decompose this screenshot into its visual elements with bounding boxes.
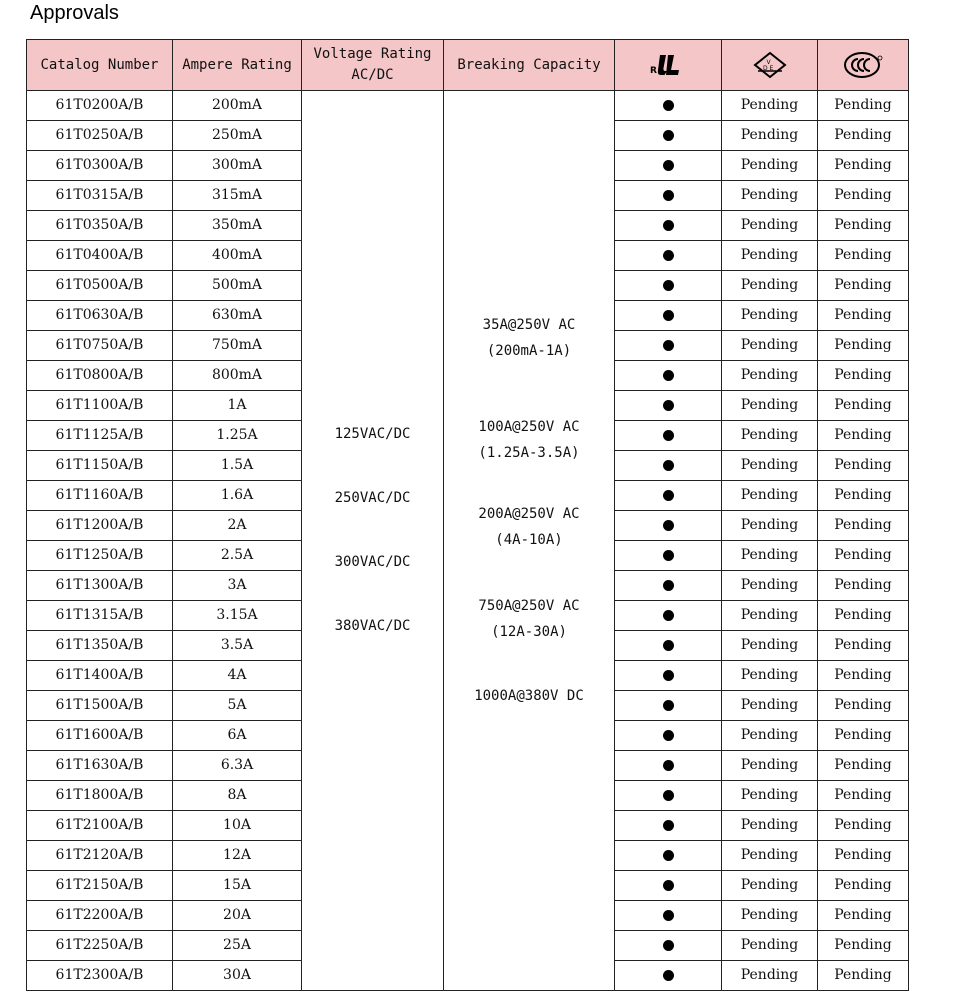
breaking-capacity-value: 1000A@380V DC bbox=[474, 688, 584, 704]
ul-approval-cell bbox=[615, 181, 722, 211]
approved-dot-icon bbox=[663, 400, 674, 411]
ampere-rating-cell: 6.3A bbox=[173, 751, 302, 781]
catalog-number-cell: 61T0315A/B bbox=[27, 181, 173, 211]
svg-text:R: R bbox=[650, 66, 657, 76]
ccc-status-cell: Pending bbox=[818, 421, 909, 451]
approved-dot-icon bbox=[663, 550, 674, 561]
approved-dot-icon bbox=[663, 280, 674, 291]
catalog-number-cell: 61T2150A/B bbox=[27, 871, 173, 901]
catalog-number-cell: 61T2250A/B bbox=[27, 931, 173, 961]
vde-status-cell: Pending bbox=[722, 631, 818, 661]
ampere-rating-cell: 3.5A bbox=[173, 631, 302, 661]
ampere-rating-cell: 500mA bbox=[173, 271, 302, 301]
approved-dot-icon bbox=[663, 940, 674, 951]
vde-status-cell: Pending bbox=[722, 931, 818, 961]
ampere-rating-cell: 1.5A bbox=[173, 451, 302, 481]
ccc-status-cell: Pending bbox=[818, 391, 909, 421]
ccc-status-cell: Pending bbox=[818, 451, 909, 481]
voltage-rating-value: 300VAC/DC bbox=[334, 554, 411, 570]
catalog-number-cell: 61T1160A/B bbox=[27, 481, 173, 511]
vde-status-cell: Pending bbox=[722, 571, 818, 601]
catalog-number-cell: 61T2300A/B bbox=[27, 961, 173, 991]
ampere-rating-cell: 3A bbox=[173, 571, 302, 601]
ampere-rating-cell: 315mA bbox=[173, 181, 302, 211]
ul-approval-cell bbox=[615, 631, 722, 661]
ccc-status-cell: Pending bbox=[818, 811, 909, 841]
ccc-status-cell: Pending bbox=[818, 901, 909, 931]
ccc-status-cell: Pending bbox=[818, 751, 909, 781]
catalog-number-cell: 61T0300A/B bbox=[27, 151, 173, 181]
catalog-number-cell: 61T1630A/B bbox=[27, 751, 173, 781]
ampere-rating-cell: 630mA bbox=[173, 301, 302, 331]
approved-dot-icon bbox=[663, 640, 674, 651]
svg-text:D E: D E bbox=[762, 65, 773, 72]
ampere-rating-cell: 300mA bbox=[173, 151, 302, 181]
ampere-rating-cell: 800mA bbox=[173, 361, 302, 391]
vde-status-cell: Pending bbox=[722, 241, 818, 271]
ul-approval-cell bbox=[615, 361, 722, 391]
ul-approval-cell bbox=[615, 901, 722, 931]
ampere-rating-cell: 30A bbox=[173, 961, 302, 991]
ccc-status-cell: Pending bbox=[818, 271, 909, 301]
catalog-number-cell: 61T1350A/B bbox=[27, 631, 173, 661]
ccc-status-cell: Pending bbox=[818, 871, 909, 901]
approved-dot-icon bbox=[663, 250, 674, 261]
catalog-number-cell: 61T1315A/B bbox=[27, 601, 173, 631]
vde-status-cell: Pending bbox=[722, 331, 818, 361]
ul-approval-cell bbox=[615, 271, 722, 301]
voltage-rating-cell bbox=[302, 91, 444, 991]
vde-status-cell: Pending bbox=[722, 691, 818, 721]
ampere-rating-cell: 2A bbox=[173, 511, 302, 541]
breaking-capacity-cell bbox=[444, 91, 615, 991]
catalog-number-cell: 61T1200A/B bbox=[27, 511, 173, 541]
ul-approval-cell bbox=[615, 511, 722, 541]
ampere-rating-cell: 400mA bbox=[173, 241, 302, 271]
table-row bbox=[27, 91, 909, 121]
ccc-status-cell: Pending bbox=[818, 541, 909, 571]
approved-dot-icon bbox=[663, 340, 674, 351]
approved-dot-icon bbox=[663, 460, 674, 471]
ampere-rating-cell: 2.5A bbox=[173, 541, 302, 571]
ul-approval-cell bbox=[615, 421, 722, 451]
vde-status-cell: Pending bbox=[722, 511, 818, 541]
vde-status-cell: Pending bbox=[722, 841, 818, 871]
catalog-number-cell: 61T2120A/B bbox=[27, 841, 173, 871]
ampere-rating-cell: 750mA bbox=[173, 331, 302, 361]
approved-dot-icon bbox=[663, 370, 674, 381]
approved-dot-icon bbox=[663, 580, 674, 591]
approved-dot-icon bbox=[663, 820, 674, 831]
approved-dot-icon bbox=[663, 970, 674, 981]
vde-status-cell: Pending bbox=[722, 121, 818, 151]
ul-approval-cell bbox=[615, 721, 722, 751]
ampere-rating-cell: 3.15A bbox=[173, 601, 302, 631]
ul-approval-cell bbox=[615, 601, 722, 631]
ampere-rating-cell: 200mA bbox=[173, 91, 302, 121]
breaking-capacity-value: 750A@250V AC bbox=[478, 598, 580, 614]
svg-text:V: V bbox=[766, 59, 771, 66]
ampere-rating-cell: 350mA bbox=[173, 211, 302, 241]
ccc-status-cell: Pending bbox=[818, 361, 909, 391]
header-voltage-rating bbox=[302, 40, 444, 91]
catalog-number-cell: 61T0800A/B bbox=[27, 361, 173, 391]
header-ul-approval bbox=[615, 40, 722, 91]
ampere-rating-cell: 1A bbox=[173, 391, 302, 421]
approved-dot-icon bbox=[663, 880, 674, 891]
vde-status-cell: Pending bbox=[722, 481, 818, 511]
catalog-number-cell: 61T1125A/B bbox=[27, 421, 173, 451]
ampere-rating-cell: 250mA bbox=[173, 121, 302, 151]
ccc-status-cell: Pending bbox=[818, 241, 909, 271]
ul-approval-cell bbox=[615, 841, 722, 871]
header-vde-approval bbox=[722, 40, 818, 91]
vde-status-cell: Pending bbox=[722, 661, 818, 691]
catalog-number-cell: 61T1300A/B bbox=[27, 571, 173, 601]
vde-status-cell: Pending bbox=[722, 811, 818, 841]
ccc-status-cell: Pending bbox=[818, 661, 909, 691]
vde-status-cell: Pending bbox=[722, 271, 818, 301]
catalog-number-cell: 61T2200A/B bbox=[27, 901, 173, 931]
vde-status-cell: Pending bbox=[722, 181, 818, 211]
approved-dot-icon bbox=[663, 220, 674, 231]
ul-approval-cell bbox=[615, 391, 722, 421]
ul-approval-cell bbox=[615, 931, 722, 961]
ccc-mark-icon bbox=[843, 51, 883, 79]
ampere-rating-cell: 1.25A bbox=[173, 421, 302, 451]
vde-status-cell: Pending bbox=[722, 901, 818, 931]
vde-status-cell: Pending bbox=[722, 871, 818, 901]
catalog-number-cell: 61T1400A/B bbox=[27, 661, 173, 691]
ccc-status-cell: Pending bbox=[818, 691, 909, 721]
header-row bbox=[27, 40, 909, 91]
approved-dot-icon bbox=[663, 130, 674, 141]
vde-mark-icon bbox=[752, 51, 788, 79]
approved-dot-icon bbox=[663, 520, 674, 531]
breaking-capacity-value: 200A@250V AC bbox=[478, 506, 580, 522]
ul-approval-cell bbox=[615, 91, 722, 121]
ul-approval-cell bbox=[615, 871, 722, 901]
ul-approval-cell bbox=[615, 541, 722, 571]
ccc-status-cell: Pending bbox=[818, 181, 909, 211]
catalog-number-cell: 61T0400A/B bbox=[27, 241, 173, 271]
ul-approval-cell bbox=[615, 151, 722, 181]
approved-dot-icon bbox=[663, 610, 674, 621]
vde-status-cell: Pending bbox=[722, 721, 818, 751]
vde-status-cell: Pending bbox=[722, 301, 818, 331]
ul-approval-cell bbox=[615, 571, 722, 601]
table-body bbox=[27, 91, 909, 991]
ul-approval-cell bbox=[615, 241, 722, 271]
vde-status-cell: Pending bbox=[722, 91, 818, 121]
ul-approval-cell bbox=[615, 451, 722, 481]
approved-dot-icon bbox=[663, 730, 674, 741]
approved-dot-icon bbox=[663, 700, 674, 711]
ccc-status-cell: Pending bbox=[818, 211, 909, 241]
ccc-status-cell: Pending bbox=[818, 91, 909, 121]
ul-approval-cell bbox=[615, 121, 722, 151]
ampere-rating-cell: 4A bbox=[173, 661, 302, 691]
catalog-number-cell: 61T1500A/B bbox=[27, 691, 173, 721]
approvals-table bbox=[26, 39, 909, 991]
ccc-status-cell: Pending bbox=[818, 781, 909, 811]
ampere-rating-cell: 10A bbox=[173, 811, 302, 841]
breaking-capacity-range: (4A-10A) bbox=[495, 532, 563, 548]
vde-status-cell: Pending bbox=[722, 961, 818, 991]
voltage-rating-value: 125VAC/DC bbox=[334, 426, 411, 442]
ampere-rating-cell: 6A bbox=[173, 721, 302, 751]
vde-status-cell: Pending bbox=[722, 751, 818, 781]
ccc-status-cell: Pending bbox=[818, 151, 909, 181]
header-catalog-number: Catalog Number bbox=[27, 40, 173, 91]
approved-dot-icon bbox=[663, 760, 674, 771]
header-ampere-rating: Ampere Rating bbox=[173, 40, 302, 91]
ccc-status-cell: Pending bbox=[818, 301, 909, 331]
breaking-capacity-range: (200mA-1A) bbox=[486, 343, 572, 359]
ampere-rating-cell: 25A bbox=[173, 931, 302, 961]
ul-approval-cell bbox=[615, 481, 722, 511]
ampere-rating-cell: 8A bbox=[173, 781, 302, 811]
ul-approval-cell bbox=[615, 751, 722, 781]
breaking-capacity-range: (12A-30A) bbox=[491, 624, 567, 640]
catalog-number-cell: 61T0500A/B bbox=[27, 271, 173, 301]
ccc-status-cell: Pending bbox=[818, 571, 909, 601]
approved-dot-icon bbox=[663, 850, 674, 861]
breaking-capacity-value: 35A@250V AC bbox=[482, 317, 576, 333]
header-voltage-line1: Voltage Rating bbox=[313, 46, 432, 62]
approved-dot-icon bbox=[663, 670, 674, 681]
voltage-rating-value: 380VAC/DC bbox=[334, 618, 411, 634]
catalog-number-cell: 61T1150A/B bbox=[27, 451, 173, 481]
ccc-status-cell: Pending bbox=[818, 511, 909, 541]
catalog-number-cell: 61T1100A/B bbox=[27, 391, 173, 421]
ul-approval-cell bbox=[615, 811, 722, 841]
vde-status-cell: Pending bbox=[722, 421, 818, 451]
ul-approval-cell bbox=[615, 331, 722, 361]
approved-dot-icon bbox=[663, 100, 674, 111]
catalog-number-cell: 61T2100A/B bbox=[27, 811, 173, 841]
page-title: Approvals bbox=[30, 2, 119, 24]
ul-approval-cell bbox=[615, 301, 722, 331]
ccc-status-cell: Pending bbox=[818, 841, 909, 871]
ampere-rating-cell: 15A bbox=[173, 871, 302, 901]
vde-status-cell: Pending bbox=[722, 151, 818, 181]
approved-dot-icon bbox=[663, 490, 674, 501]
ccc-status-cell: Pending bbox=[818, 931, 909, 961]
ampere-rating-cell: 20A bbox=[173, 901, 302, 931]
vde-status-cell: Pending bbox=[722, 541, 818, 571]
ccc-status-cell: Pending bbox=[818, 331, 909, 361]
ul-approval-cell bbox=[615, 961, 722, 991]
vde-status-cell: Pending bbox=[722, 601, 818, 631]
catalog-number-cell: 61T1600A/B bbox=[27, 721, 173, 751]
vde-status-cell: Pending bbox=[722, 361, 818, 391]
approved-dot-icon bbox=[663, 160, 674, 171]
approved-dot-icon bbox=[663, 430, 674, 441]
approved-dot-icon bbox=[663, 910, 674, 921]
catalog-number-cell: 61T1800A/B bbox=[27, 781, 173, 811]
vde-status-cell: Pending bbox=[722, 391, 818, 421]
ccc-status-cell: Pending bbox=[818, 631, 909, 661]
header-ccc-approval bbox=[818, 40, 909, 91]
ampere-rating-cell: 12A bbox=[173, 841, 302, 871]
header-breaking-capacity: Breaking Capacity bbox=[444, 40, 615, 91]
vde-status-cell: Pending bbox=[722, 781, 818, 811]
ccc-status-cell: Pending bbox=[818, 961, 909, 991]
vde-status-cell: Pending bbox=[722, 451, 818, 481]
catalog-number-cell: 61T0200A/B bbox=[27, 91, 173, 121]
ccc-status-cell: Pending bbox=[818, 721, 909, 751]
ampere-rating-cell: 1.6A bbox=[173, 481, 302, 511]
ul-recognized-mark-icon bbox=[648, 52, 688, 78]
catalog-number-cell: 61T1250A/B bbox=[27, 541, 173, 571]
voltage-rating-value: 250VAC/DC bbox=[334, 490, 411, 506]
approved-dot-icon bbox=[663, 190, 674, 201]
ul-approval-cell bbox=[615, 661, 722, 691]
vde-status-cell: Pending bbox=[722, 211, 818, 241]
ul-approval-cell bbox=[615, 691, 722, 721]
ccc-status-cell: Pending bbox=[818, 481, 909, 511]
header-voltage-line2: AC/DC bbox=[351, 67, 394, 83]
approved-dot-icon bbox=[663, 790, 674, 801]
approved-dot-icon bbox=[663, 310, 674, 321]
ccc-status-cell: Pending bbox=[818, 121, 909, 151]
breaking-capacity-range: (1.25A-3.5A) bbox=[478, 445, 580, 461]
ul-approval-cell bbox=[615, 211, 722, 241]
catalog-number-cell: 61T0250A/B bbox=[27, 121, 173, 151]
ccc-status-cell: Pending bbox=[818, 601, 909, 631]
ampere-rating-cell: 5A bbox=[173, 691, 302, 721]
catalog-number-cell: 61T0750A/B bbox=[27, 331, 173, 361]
catalog-number-cell: 61T0630A/B bbox=[27, 301, 173, 331]
ul-approval-cell bbox=[615, 781, 722, 811]
breaking-capacity-value: 100A@250V AC bbox=[478, 419, 580, 435]
catalog-number-cell: 61T0350A/B bbox=[27, 211, 173, 241]
